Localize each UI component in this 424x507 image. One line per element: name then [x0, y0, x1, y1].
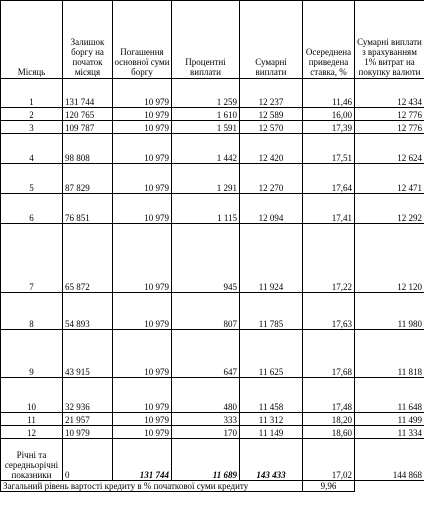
header-avg-rate: Осереднена приведена ставка, %: [303, 1, 355, 79]
table-row: [1, 164, 424, 194]
header-principal: Погашення основної суми боргу: [113, 1, 172, 79]
rate-cell: 17,63: [303, 293, 355, 330]
month-cell: 11: [1, 413, 63, 426]
total-fx-cell: 11 818: [355, 330, 424, 378]
principal-cell: 10 979: [113, 108, 172, 121]
interest-cell: 945: [172, 224, 240, 293]
summary-fx: 144 868: [355, 439, 424, 481]
table-row: [1, 426, 424, 439]
month-cell: 12: [1, 426, 63, 439]
summary-balance: 0: [63, 439, 113, 481]
table-row: [1, 134, 424, 164]
interest-cell: 1 291: [172, 164, 240, 194]
total-cell: 11 924: [240, 224, 303, 293]
header-total-fx: Сумарні виплати з врахуванням 1% витрат на покупку валюти: [355, 1, 424, 79]
summary-total: 143 433: [240, 439, 303, 481]
principal-cell: 10 979: [113, 413, 172, 426]
total-cell: 12 094: [240, 194, 303, 224]
table-row: [1, 378, 424, 413]
total-cell: 12 237: [240, 79, 303, 108]
table-row: [1, 121, 424, 134]
total-fx-cell: 12 120: [355, 224, 424, 293]
total-cell: 11 785: [240, 293, 303, 330]
month-cell: 3: [1, 121, 63, 134]
total-fx-cell: 12 776: [355, 108, 424, 121]
interest-cell: 1 591: [172, 121, 240, 134]
footer-row: [1, 481, 424, 492]
total-cell: 11 458: [240, 378, 303, 413]
interest-cell: 333: [172, 413, 240, 426]
header-row: [1, 1, 424, 79]
balance-cell: 131 744: [63, 79, 113, 108]
summary-rate: 17,02: [303, 439, 355, 481]
total-fx-cell: 12 434: [355, 79, 424, 108]
balance-cell: 98 808: [63, 134, 113, 164]
interest-cell: 1 259: [172, 79, 240, 108]
rate-cell: 17,41: [303, 194, 355, 224]
interest-cell: 480: [172, 378, 240, 413]
principal-cell: 10 979: [113, 121, 172, 134]
principal-cell: 10 979: [113, 330, 172, 378]
total-fx-cell: 12 292: [355, 194, 424, 224]
table-row: [1, 413, 424, 426]
balance-cell: 109 787: [63, 121, 113, 134]
total-cell: 11 312: [240, 413, 303, 426]
table-row: [1, 293, 424, 330]
total-fx-cell: 11 980: [355, 293, 424, 330]
principal-cell: 10 979: [113, 426, 172, 439]
interest-cell: 1 610: [172, 108, 240, 121]
rate-cell: 17,64: [303, 164, 355, 194]
rate-cell: 17,39: [303, 121, 355, 134]
total-fx-cell: 11 648: [355, 378, 424, 413]
month-cell: 10: [1, 378, 63, 413]
rate-cell: 11,46: [303, 79, 355, 108]
summary-label: Річні та середньорічні показники: [1, 439, 63, 481]
table-row: [1, 224, 424, 293]
balance-cell: 76 851: [63, 194, 113, 224]
total-cell: 12 589: [240, 108, 303, 121]
summary-row: [1, 439, 424, 481]
balance-cell: 32 936: [63, 378, 113, 413]
header-balance: Залишок боргу на початок місяця: [63, 1, 113, 79]
interest-cell: 1 442: [172, 134, 240, 164]
balance-cell: 65 872: [63, 224, 113, 293]
interest-cell: 170: [172, 426, 240, 439]
header-total: Сумарні виплати: [240, 1, 303, 79]
rate-cell: 16,00: [303, 108, 355, 121]
principal-cell: 10 979: [113, 224, 172, 293]
total-fx-cell: 11 334: [355, 426, 424, 439]
principal-cell: 10 979: [113, 79, 172, 108]
principal-cell: 10 979: [113, 164, 172, 194]
total-fx-cell: 12 624: [355, 134, 424, 164]
header-month: Місяць: [1, 1, 63, 79]
table-row: [1, 194, 424, 224]
total-fx-cell: 11 499: [355, 413, 424, 426]
principal-cell: 10 979: [113, 378, 172, 413]
table-row: [1, 79, 424, 108]
table-row: [1, 330, 424, 378]
summary-interest: 11 689: [172, 439, 240, 481]
total-fx-cell: 12 776: [355, 121, 424, 134]
table-row: [1, 108, 424, 121]
total-cell: 12 420: [240, 134, 303, 164]
balance-cell: 54 893: [63, 293, 113, 330]
interest-cell: 807: [172, 293, 240, 330]
table-body: [1, 79, 424, 439]
summary-principal: 131 744: [113, 439, 172, 481]
month-cell: 9: [1, 330, 63, 378]
rate-cell: 18,20: [303, 413, 355, 426]
total-cell: 11 149: [240, 426, 303, 439]
rate-cell: 17,22: [303, 224, 355, 293]
total-cell: 12 570: [240, 121, 303, 134]
rate-cell: 18,60: [303, 426, 355, 439]
principal-cell: 10 979: [113, 293, 172, 330]
balance-cell: 21 957: [63, 413, 113, 426]
rate-cell: 17,68: [303, 330, 355, 378]
month-cell: 7: [1, 224, 63, 293]
principal-cell: 10 979: [113, 194, 172, 224]
footer-value: 9,96: [303, 481, 355, 492]
balance-cell: 10 979: [63, 426, 113, 439]
principal-cell: 10 979: [113, 134, 172, 164]
month-cell: 6: [1, 194, 63, 224]
month-cell: 1: [1, 79, 63, 108]
rate-cell: 17,51: [303, 134, 355, 164]
balance-cell: 87 829: [63, 164, 113, 194]
total-cell: 12 270: [240, 164, 303, 194]
month-cell: 5: [1, 164, 63, 194]
balance-cell: 120 765: [63, 108, 113, 121]
balance-cell: 43 915: [63, 330, 113, 378]
rate-cell: 17,48: [303, 378, 355, 413]
footer-label: Загальний рівень вартості кредиту в % початкової суми кредиту: [1, 481, 303, 492]
month-cell: 8: [1, 293, 63, 330]
total-cell: 11 625: [240, 330, 303, 378]
interest-cell: 647: [172, 330, 240, 378]
total-fx-cell: 12 471: [355, 164, 424, 194]
header-interest: Процентні виплати: [172, 1, 240, 79]
month-cell: 2: [1, 108, 63, 121]
month-cell: 4: [1, 134, 63, 164]
footer-empty: [355, 481, 424, 492]
interest-cell: 1 115: [172, 194, 240, 224]
